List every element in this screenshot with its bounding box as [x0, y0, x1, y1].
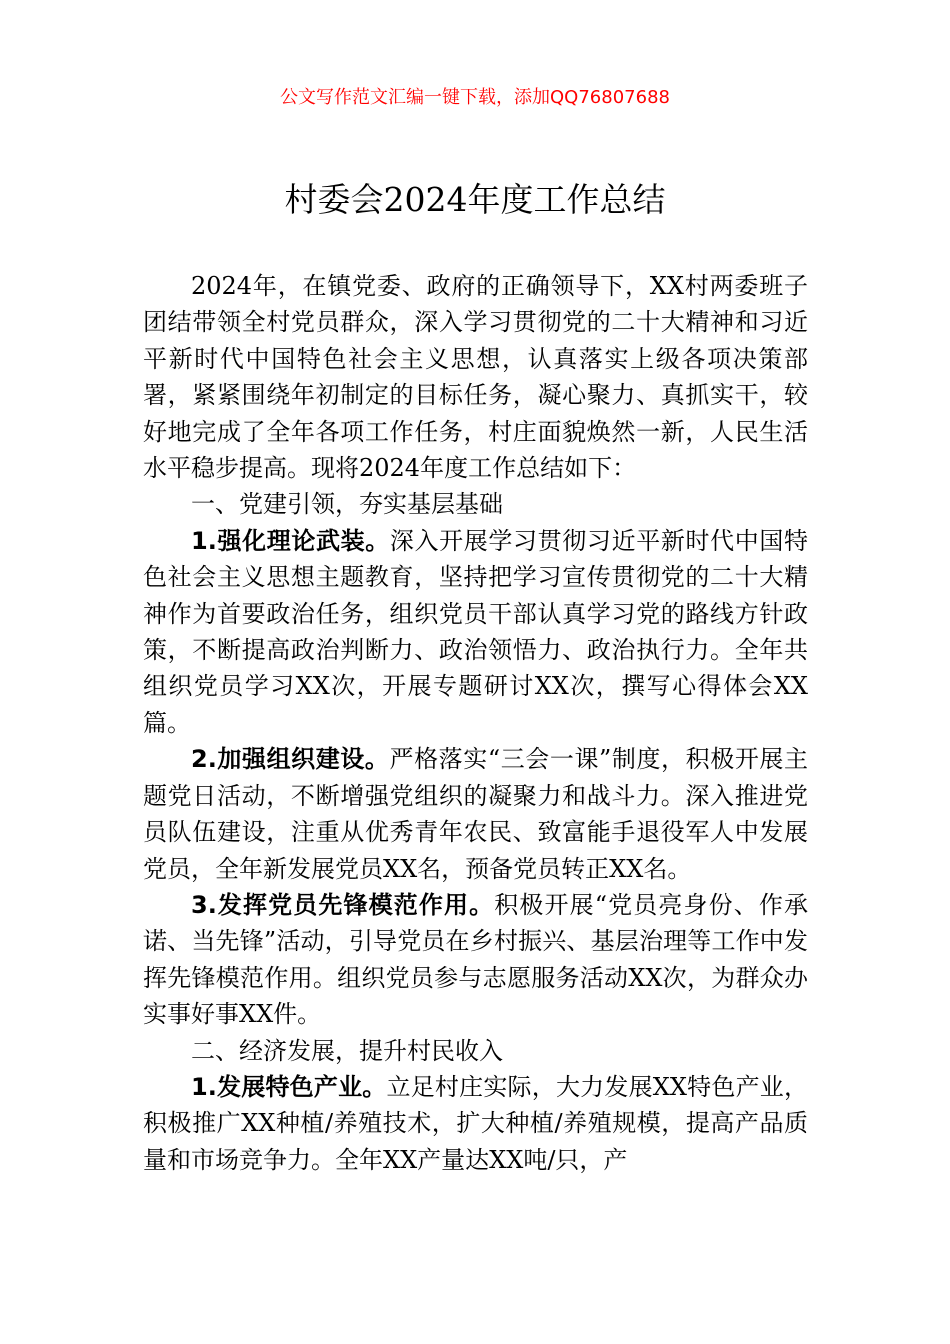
document-body [143, 268, 808, 1178]
paragraph-organization [143, 741, 808, 887]
download-banner: 公文写作范文汇编一键下载，添加QQ76807688 [280, 87, 670, 108]
section-heading-party-building: 一、党建引领，夯实基层基础 [191, 490, 503, 519]
paragraph-text: 深入开展学习贯彻习近平新时代中国特色社会主义思想主题教育，坚持把学习宣传贯彻党的二十大精神作为首要政治任务，组织党员干部认真学习党的路线方针政策，不断提高政治判断力、政治领悟力、政治执行力。全年共组织党员学习XX次，开展专题研讨XX次，撰写心得体会XX篇。 [143, 526, 808, 737]
paragraph-text: 积极开展“党员亮身份、作承诺、当先锋”活动，引导党员在乡村振兴、基层治理等工作中发挥先锋模范作用。组织党员参与志愿服务活动XX次，为群众办实事好事XX件。 [143, 890, 808, 1029]
paragraph-theory [143, 523, 808, 741]
paragraph-lead: 3.发挥党员先锋模范作用。 [191, 890, 495, 919]
paragraph-lead: 1.强化理论武装。 [191, 526, 390, 555]
paragraph-lead: 1.发展特色产业。 [191, 1072, 387, 1101]
intro-paragraph: 2024年，在镇党委、政府的正确领导下，XX村两委班子团结带领全村党员群众，深入学习贯彻党的二十大精神和习近平新时代中国特色社会主义思想，认真落实上级各项决策部署，紧紧围绕年初制定的目标任务，凝心聚力、真抓实干，较好地完成了全年各项工作任务，村庄面貌焕然一新，人民生活水平稳步提高。现将2024年度工作总结如下： [143, 272, 808, 483]
paragraph-vanguard [143, 887, 808, 1033]
paragraph-industry [143, 1069, 808, 1178]
document-title: 村委会2024年度工作总结 [284, 180, 666, 219]
paragraph-text: 严格落实“三会一课”制度，积极开展主题党日活动，不断增强党组织的凝聚力和战斗力。深入推进党员队伍建设，注重从优秀青年农民、致富能手退役军人中发展党员，全年新发展党员XX名，预备党员转正XX名。 [143, 745, 808, 883]
section-heading-economy: 二、经济发展，提升村民收入 [191, 1036, 503, 1065]
paragraph-lead: 2.加强组织建设。 [191, 745, 390, 774]
paragraph-text: 立足村庄实际，大力发展XX特色产业，积极推广XX种植/养殖技术，扩大种植/养殖规模，提高产品质量和市场竞争力。全年XX产量达XX吨/只，产 [143, 1072, 808, 1174]
